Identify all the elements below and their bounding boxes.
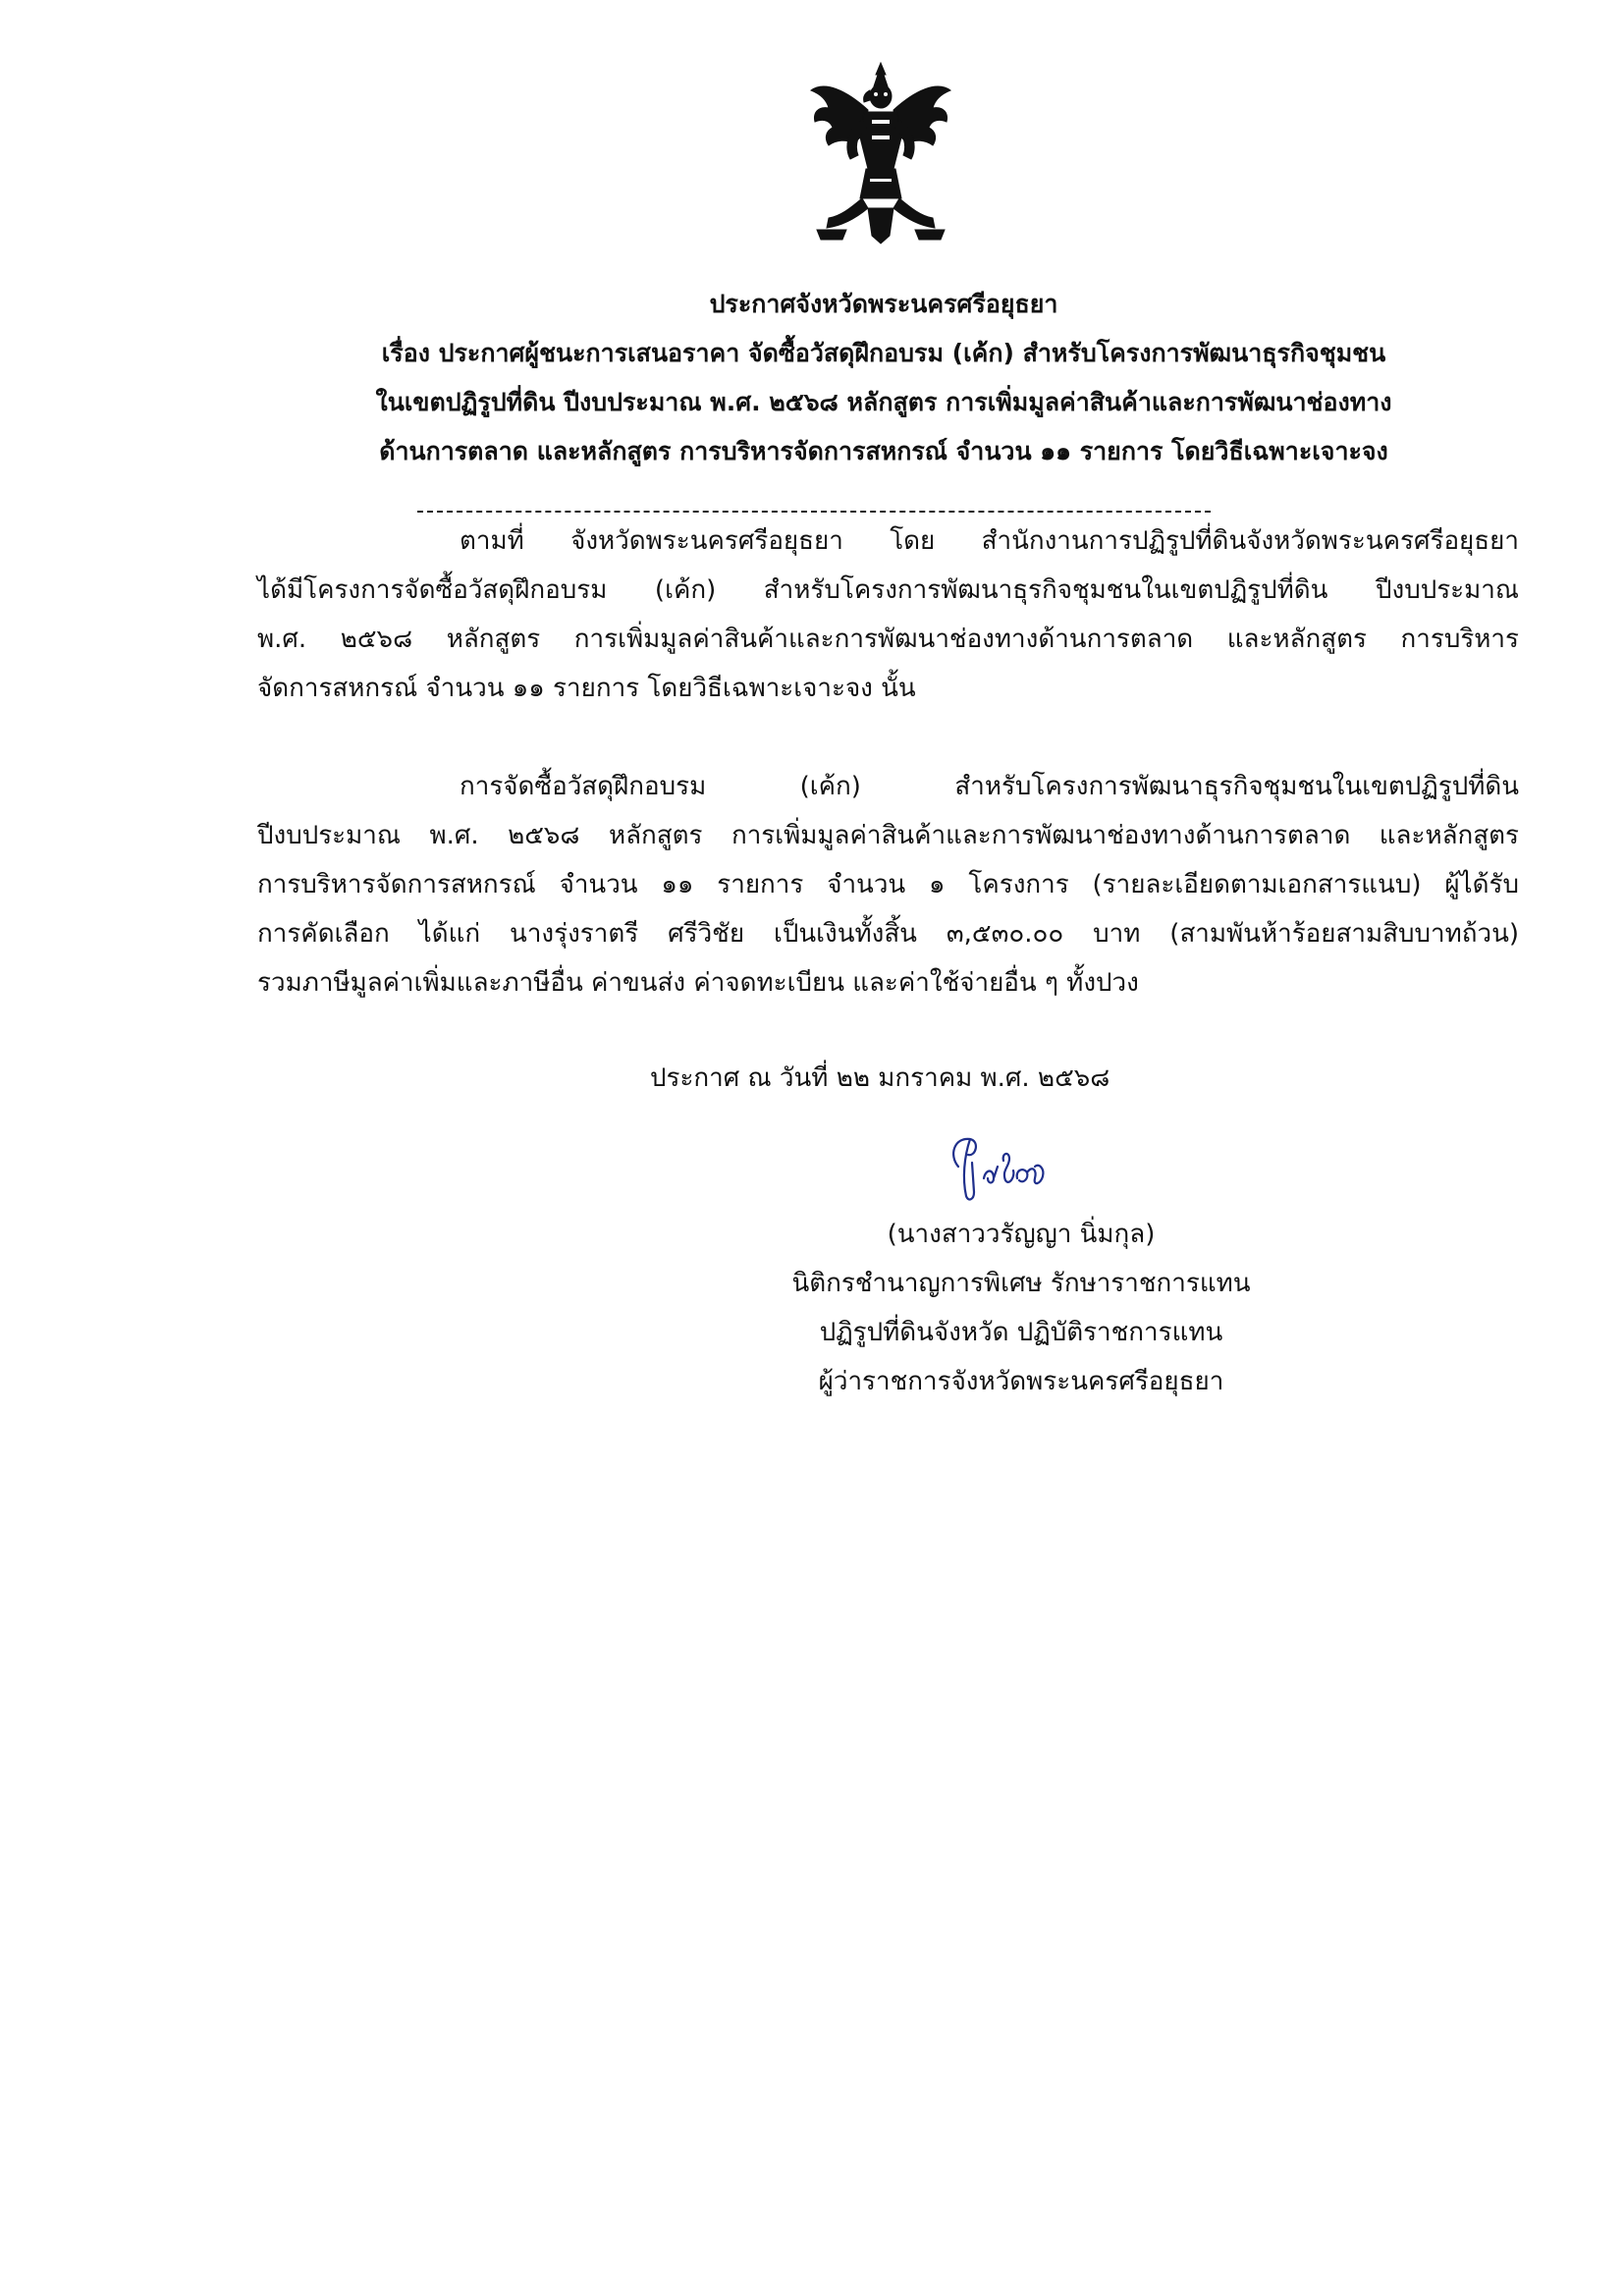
paragraph-line: พ.ศ. ๒๕๖๘ หลักสูตร การเพิ่มมูลค่าสินค้าและการพัฒนาช่องทางด้านการตลาด และหลักสูตร การบริหาร — [257, 625, 1519, 654]
paragraph-line: ตามที่ จังหวัดพระนครศรีอยุธยา โดย สำนักงานการปฏิรูปที่ดินจังหวัดพระนครศรีอยุธยา — [460, 526, 1519, 556]
subject-line-2: ในเขตปฏิรูปที่ดิน ปีงบประมาณ พ.ศ. ๒๕๖๘ หลักสูตร การเพิ่มมูลค่าสินค้าและการพัฒนาช่องทาง — [375, 388, 1392, 416]
signer-title-1: นิติกรชำนาญการพิเศษ รักษาราชการแทน — [791, 1269, 1251, 1298]
subject-line-1: เรื่อง ประกาศผู้ชนะการเสนอราคา จัดซื้อวัสดุฝึกอบรม (เค้ก) สำหรับโครงการพัฒนาธุรกิจชุมชน — [381, 339, 1386, 367]
paragraph-line: การจัดซื้อวัสดุฝึกอบรม (เค้ก) สำหรับโครงการพัฒนาธุรกิจชุมชนในเขตปฏิรูปที่ดิน — [460, 772, 1519, 801]
signer-block — [687, 1210, 1355, 1406]
subject-line-3: ด้านการตลาด และหลักสูตร การบริหารจัดการสหกรณ์ จำนวน ๑๑ รายการ โดยวิธีเฉพาะเจาะจง — [379, 437, 1388, 465]
announcement-date: ประกาศ ณ วันที่ ๒๒ มกราคม พ.ศ. ๒๕๖๘ — [650, 1063, 1110, 1093]
signer-title-2: ปฏิรูปที่ดินจังหวัด ปฏิบัติราชการแทน — [819, 1318, 1223, 1347]
signer-name: (นางสาววรัญญา นิ่มกุล) — [887, 1220, 1156, 1249]
announcement-title: ประกาศจังหวัดพระนครศรีอยุธยา — [709, 290, 1058, 318]
paragraph-line: ปีงบประมาณ พ.ศ. ๒๕๖๘ หลักสูตร การเพิ่มมูลค่าสินค้าและการพัฒนาช่องทางด้านการตลาด และหลักสูตร — [257, 821, 1519, 850]
document-header — [226, 280, 1542, 476]
paragraph-line: การคัดเลือก ได้แก่ นางรุ่งราตรี ศรีวิชัย เป็นเงินทั้งสิ้น ๓,๕๓๐.๐๐ บาท (สามพันห้าร้อยสามสิบบาทถ้วน) — [257, 919, 1519, 949]
body-paragraph-1 — [257, 517, 1519, 713]
signer-title-3: ผู้ว่าราชการจังหวัดพระนครศรีอยุธยา — [818, 1367, 1224, 1396]
paragraph-line: รวมภาษีมูลค่าเพิ่มและภาษีอื่น ค่าขนส่ง ค่าจดทะเบียน และค่าใช้จ่ายอื่น ๆ ทั้งปวง — [257, 968, 1139, 998]
paragraph-line: การบริหารจัดการสหกรณ์ จำนวน ๑๑ รายการ จำนวน ๑ โครงการ (รายละเอียดตามเอกสารแนบ) ผู้ได้รับ — [257, 870, 1519, 899]
handwritten-signature — [945, 1127, 1087, 1206]
paragraph-line: ได้มีโครงการจัดซื้อวัสดุฝึกอบรม (เค้ก) สำหรับโครงการพัฒนาธุรกิจชุมชนในเขตปฏิรูปที่ดิน ปีงบประมาณ — [257, 575, 1519, 605]
header-divider — [417, 511, 1211, 513]
garuda-emblem-icon — [807, 61, 954, 247]
paragraph-line: จัดการสหกรณ์ จำนวน ๑๑ รายการ โดยวิธีเฉพาะเจาะจง นั้น — [257, 674, 916, 703]
body-paragraph-2 — [257, 762, 1519, 1007]
